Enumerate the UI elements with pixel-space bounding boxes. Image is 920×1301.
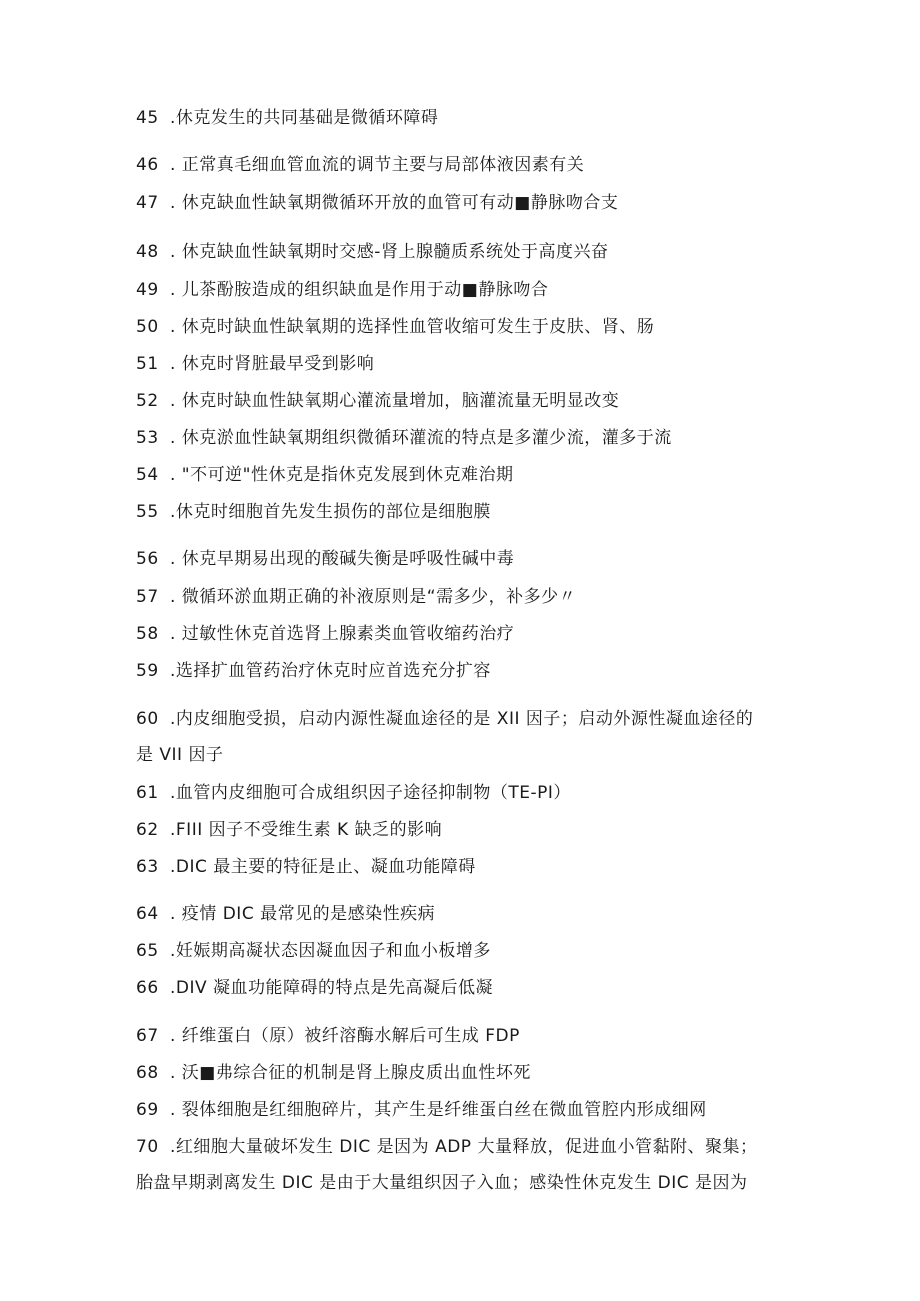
list-item (136, 1098, 810, 1122)
item-text: . 沃■弗综合征的机制是肾上腺皮质出血性坏死 (170, 1063, 531, 1083)
item-number: 70 (136, 1137, 159, 1157)
item-number: 59 (136, 661, 159, 681)
list-item-continuation (136, 1171, 810, 1195)
item-number: 49 (136, 280, 159, 300)
list-item (136, 463, 810, 487)
item-text: . 裂体细胞是红细胞碎片，其产生是纤维蛋白丝在微血管腔内形成细网 (170, 1100, 707, 1120)
list-item (136, 659, 810, 683)
list-item (136, 855, 810, 879)
list-item (136, 315, 810, 339)
item-number: 46 (136, 155, 159, 175)
item-text: . 休克时缺血性缺氧期的选择性血管收缩可发生于皮肤、肾、肠 (170, 317, 655, 337)
item-text: 是 VII 因子 (136, 745, 224, 765)
item-number: 64 (136, 904, 159, 924)
item-text: .内皮细胞受损，启动内源性凝血途径的是 XII 因子；启动外源性凝血途径的 (170, 709, 754, 729)
list-item (136, 547, 810, 571)
item-text: . "不可逆"性休克是指休克发展到休克难治期 (170, 465, 514, 485)
item-text: .红细胞大量破坏发生 DIC 是因为 ADP 大量释放，促进血小管黏附、聚集； (170, 1137, 758, 1157)
item-text: .FIII 因子不受维生素 K 缺乏的影响 (170, 820, 443, 840)
list-item (136, 153, 810, 177)
list-item (136, 781, 810, 805)
item-text: .休克时细胞首先发生损伤的部位是细胞膜 (170, 502, 491, 522)
item-number: 58 (136, 624, 159, 644)
item-text: .DIV 凝血功能障碍的特点是先高凝后低凝 (170, 978, 494, 998)
item-text: . 休克缺血性缺氧期微循环开放的血管可有动■静脉吻合支 (170, 193, 619, 213)
item-text: . 儿茶酚胺造成的组织缺血是作用于动■静脉吻合 (170, 280, 549, 300)
item-number: 52 (136, 391, 159, 411)
item-text: .休克发生的共同基础是微循环障碍 (170, 108, 439, 128)
item-text: . 休克缺血性缺氧期时交感-肾上腺髓质系统处于高度兴奋 (170, 242, 609, 262)
item-number: 57 (136, 587, 159, 607)
item-number: 67 (136, 1026, 159, 1046)
list-item (136, 240, 810, 264)
item-number: 61 (136, 783, 159, 803)
item-text: 胎盘早期剥离发生 DIC 是由于大量组织因子入血；感染性休克发生 DIC 是因为 (136, 1173, 748, 1193)
item-number: 54 (136, 465, 159, 485)
list-item (136, 1135, 810, 1159)
list-item (136, 1061, 810, 1085)
list-item (136, 191, 810, 215)
item-text: .DIC 最主要的特征是止、凝血功能障碍 (170, 857, 476, 877)
item-number: 65 (136, 941, 159, 961)
item-number: 45 (136, 108, 159, 128)
item-text: . 休克淤血性缺氧期组织微循环灌流的特点是多灌少流，灌多于流 (170, 428, 672, 448)
item-text: . 微循环淤血期正确的补液原则是“需多少，补多少〃 (170, 587, 577, 607)
item-number: 60 (136, 709, 159, 729)
item-number: 48 (136, 242, 159, 262)
item-number: 47 (136, 193, 159, 213)
item-text: . 休克早期易出现的酸碱失衡是呼吸性碱中毒 (170, 549, 515, 569)
item-number: 66 (136, 978, 159, 998)
list-item (136, 278, 810, 302)
list-item (136, 902, 810, 926)
list-item (136, 818, 810, 842)
item-number: 53 (136, 428, 159, 448)
list-item (136, 500, 810, 524)
list-item (136, 976, 810, 1000)
item-text: . 休克时肾脏最早受到影响 (170, 354, 375, 374)
item-text: . 正常真毛细血管血流的调节主要与局部体液因素有关 (170, 155, 585, 175)
item-text: .选择扩血管药治疗休克时应首选充分扩容 (170, 661, 491, 681)
item-number: 51 (136, 354, 159, 374)
item-text: .妊娠期高凝状态因凝血因子和血小板增多 (170, 941, 491, 961)
list-item (136, 622, 810, 646)
list-item (136, 106, 810, 130)
item-text: . 疫情 DIC 最常见的是感染性疾病 (170, 904, 436, 924)
item-text: .血管内皮细胞可合成组织因子途径抑制物（TE-PI） (170, 783, 571, 803)
item-text: . 过敏性休克首选肾上腺素类血管收缩药治疗 (170, 624, 515, 644)
item-number: 55 (136, 502, 159, 522)
list-item (136, 389, 810, 413)
list-item (136, 352, 810, 376)
item-number: 68 (136, 1063, 159, 1083)
item-number: 69 (136, 1100, 159, 1120)
item-text: . 休克时缺血性缺氧期心灌流量增加，脑灌流量无明显改变 (170, 391, 620, 411)
list-item (136, 1024, 810, 1048)
item-number: 50 (136, 317, 159, 337)
list-item (136, 585, 810, 609)
item-text: . 纤维蛋白（原）被纤溶酶水解后可生成 FDP (170, 1026, 520, 1046)
list-item (136, 939, 810, 963)
list-item-continuation (136, 743, 810, 767)
list-item (136, 707, 810, 731)
list-item (136, 426, 810, 450)
item-number: 63 (136, 857, 159, 877)
item-number: 62 (136, 820, 159, 840)
item-number: 56 (136, 549, 159, 569)
